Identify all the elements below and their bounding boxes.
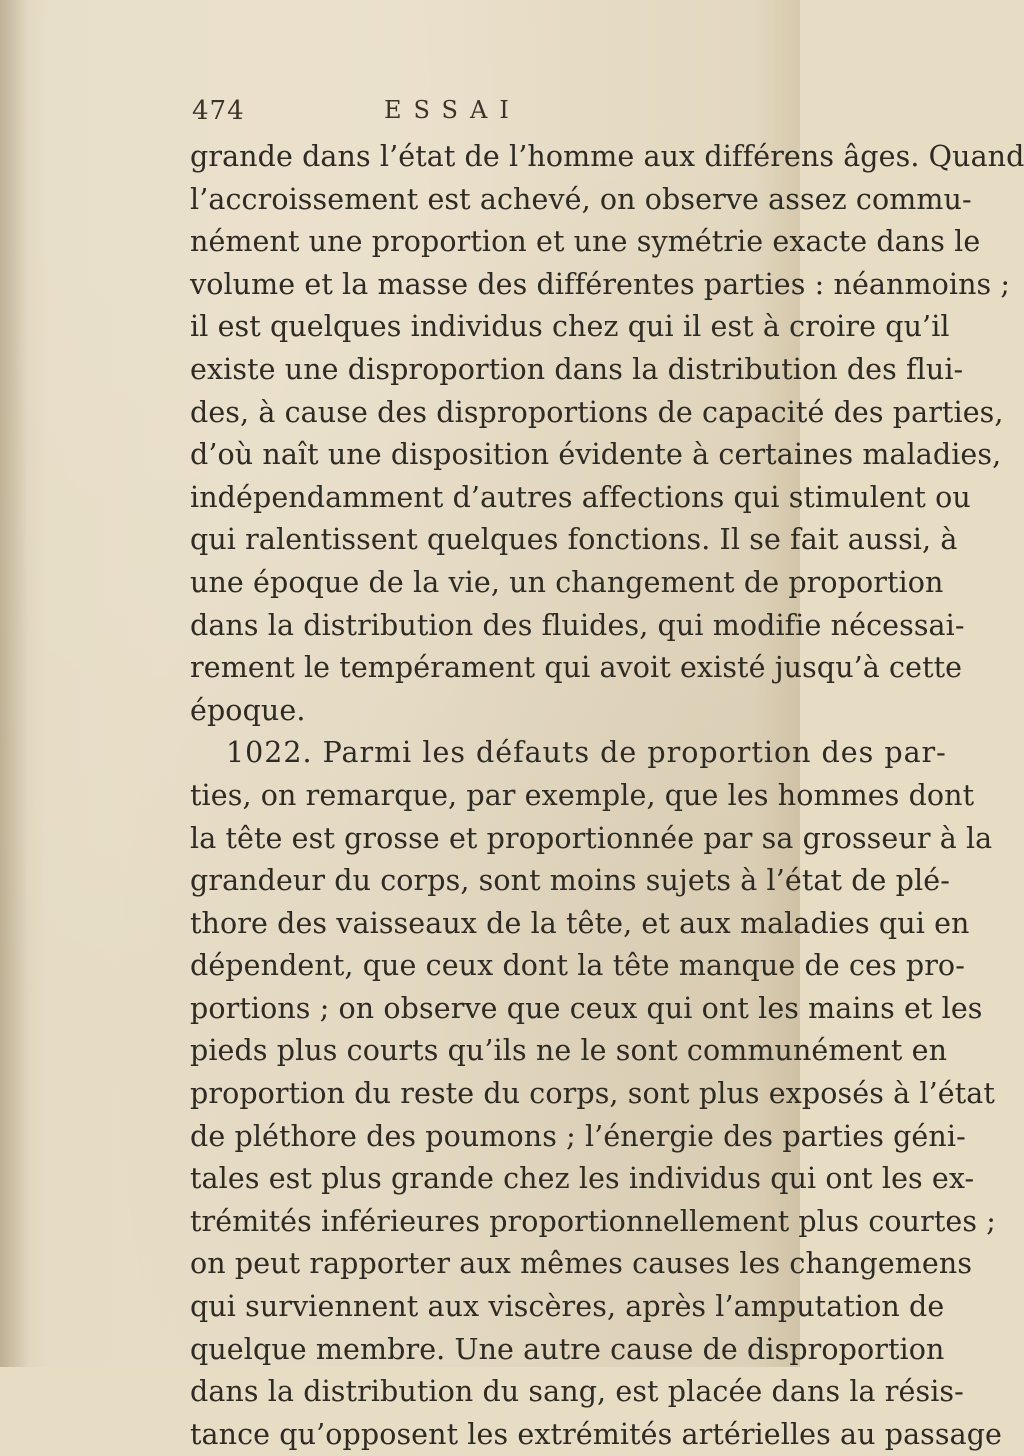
text-line: quelque membre. Une autre cause de disproportion — [190, 1332, 945, 1366]
text-line: époque. — [190, 693, 306, 727]
text-line: dépendent, que ceux dont la tête manque de ces pro- — [190, 949, 965, 983]
paragraph-1022-first-line: 1022. Parmi les défauts de proportion des par- — [226, 736, 947, 770]
text-line: indépendamment d’autres affections qui stimulent ou — [190, 480, 971, 514]
text-line: l’accroissement est achevé, on observe assez commu- — [190, 182, 972, 216]
running-title: ESSAI — [384, 96, 521, 124]
text-line: la tête est grosse et proportionnée par sa grosseur à la — [190, 821, 993, 855]
text-line: portions ; on observe que ceux qui ont les mains et les — [190, 991, 983, 1025]
text-line: rement le tempérament qui avoit existé jusqu’à cette — [190, 651, 963, 685]
text-line: qui ralentissent quelques fonctions. Il se fait aussi, à — [190, 523, 958, 557]
page-number: 474 — [192, 96, 245, 126]
text-line: thore des vaisseaux de la tête, et aux maladies qui en — [190, 906, 970, 940]
text-line: une époque de la vie, un changement de proportion — [190, 565, 944, 599]
text-line: dans la distribution des fluides, qui modifie nécessai- — [190, 608, 965, 642]
text-line: pieds plus courts qu’ils ne le sont communément en — [190, 1034, 948, 1068]
text-line: qui surviennent aux viscères, après l’amputation de — [190, 1290, 945, 1324]
text-line: trémités inférieures proportionnellement plus courtes ; — [190, 1204, 996, 1238]
text-line: il est quelques individus chez qui il est à croire qu’il — [190, 310, 950, 344]
text-line: grande dans l’état de l’homme aux différens âges. Quand — [190, 140, 1024, 173]
text-line: volume et la masse des différentes parties : néanmoins ; — [190, 267, 1011, 301]
text-line: proportion du reste du corps, sont plus exposés à l’état — [190, 1077, 995, 1111]
text-line: d’où naît une disposition évidente à certaines maladies, — [190, 438, 1002, 472]
text-line: dans la distribution du sang, est placée dans la résis- — [190, 1375, 964, 1409]
text-line: des, à cause des disproportions de capacité des parties, — [190, 395, 1004, 429]
text-line: existe une disproportion dans la distribution des flui- — [190, 352, 964, 386]
text-line: tales est plus grande chez les individus qui ont les ex- — [190, 1162, 975, 1196]
text-line: de pléthore des poumons ; l’énergie des parties géni- — [190, 1119, 966, 1153]
text-line: tance qu’opposent les extrémités artérielles au passage — [190, 1417, 1003, 1451]
text-line: ties, on remarque, par exemple, que les hommes dont — [190, 778, 975, 812]
text-line: on peut rapporter aux mêmes causes les changemens — [190, 1247, 973, 1281]
page-header — [192, 96, 652, 136]
page-edge-shadow — [0, 0, 28, 1367]
text-line: nément une proportion et une symétrie exacte dans le — [190, 225, 981, 259]
body-text — [190, 136, 1024, 1456]
text-line: grandeur du corps, sont moins sujets à l’état de plé- — [190, 864, 950, 898]
